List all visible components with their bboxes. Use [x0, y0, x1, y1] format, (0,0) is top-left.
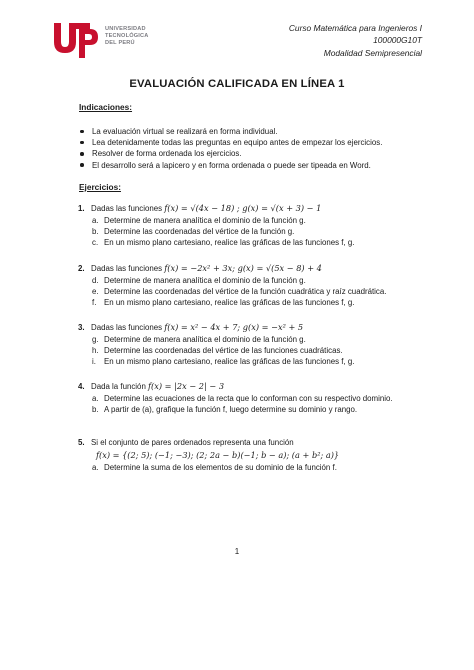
exercise-subitem: f. En un mismo plano cartesiano, realice las gráficas de las funciones f, g.: [92, 298, 355, 308]
exercise-subitem: a. Determine las ecuaciones de la recta que lo conforman con su respectivo dominio.: [92, 394, 393, 403]
logo-wordmark: [105, 26, 205, 46]
exercise-stem: [78, 262, 428, 275]
exercise-subitem: h. Determine las coordenadas del vértice de las funciones cuadráticas.: [92, 346, 343, 356]
exercise-subitem: e. Determine las coordenadas del vértice de la función cuadrática y raíz cuadrática.: [92, 287, 387, 297]
exercise-formula: f(x) = |2x − 2| − 3: [148, 381, 225, 391]
exercise-subitem: g. Determine de manera analítica el dominio de la función g.: [92, 335, 306, 344]
exercise-3: [78, 321, 428, 367]
exercise-formula: f(x) = −2x² + 3x; g(x) = √(5x − 8) + 4: [164, 263, 322, 273]
exercise-text: Dada la función: [91, 382, 149, 391]
instruction-item: Lea detenidamente todas las preguntas en equipo antes de empezar los ejercicios.: [78, 137, 382, 148]
exercise-subitem: d. Determine de manera analítica el dominio de la función g.: [92, 276, 306, 285]
course-modality: Modalidad Semipresencial: [323, 47, 422, 58]
ordered-pairs-set: f(x) = {(2; 5); (−1; −3); (2; 2a − b)(−1; b − a); (a + b²; a)}: [96, 450, 340, 460]
exercise-subitem: a. Determine la suma de los elementos de su dominio de la función f.: [92, 463, 337, 472]
course-name: Curso Matemática para Ingenieros I: [288, 23, 422, 33]
exercise-5: [78, 436, 428, 473]
exercise-stem: [78, 380, 428, 393]
instructions-heading: Indicaciones:: [79, 102, 133, 112]
exercise-number: 1.: [78, 204, 85, 213]
document-title: EVALUACIÓN CALIFICADA EN LÍNEA 1: [129, 78, 345, 90]
course-info: [289, 22, 422, 59]
exercise-subitem: i. En un mismo plano cartesiano, realice las gráficas de las funciones f, g.: [92, 357, 355, 367]
logo-line: UNIVERSIDAD: [105, 26, 146, 32]
instruction-item: La evaluación virtual se realizará en forma individual.: [78, 126, 382, 137]
exercise-formula: f(x) = x² − 4x + 7; g(x) = −x² + 5: [164, 322, 304, 332]
exercise-stem: [78, 202, 428, 215]
exercise-2: [78, 262, 428, 308]
bullet-icon: [80, 130, 84, 134]
exercise-stem: [78, 321, 428, 334]
instructions-list: [78, 126, 382, 171]
exercise-number: 5.: [78, 438, 85, 447]
bullet-icon: [80, 152, 84, 156]
logo-line: TECNOLÓGICA: [105, 32, 149, 39]
exercise-4: [78, 380, 428, 415]
university-logo: [52, 20, 202, 60]
exercises-heading: Ejercicios:: [79, 182, 121, 192]
exercise-subitem: c. En un mismo plano cartesiano, realice las gráficas de las funciones f, g.: [92, 238, 355, 248]
exercise-text: Si el conjunto de pares ordenados representa una función: [91, 438, 294, 447]
exercise-subitem: a. Determine de manera analítica el dominio de la función g.: [92, 216, 306, 225]
exercise-subitem: b. Determine las coordenadas del vértice de la función g.: [92, 227, 295, 237]
instruction-item: Resolver de forma ordenada los ejercicios.: [78, 148, 382, 159]
page-number: 1: [234, 547, 240, 556]
exercise-text: Dadas las funciones: [91, 204, 165, 213]
exercise-number: 3.: [78, 323, 85, 332]
exercise-subitem: b. A partir de (a), grafique la función f, luego determine su dominio y rango.: [92, 405, 358, 415]
exercise-formula: f(x) = √(4x − 18) ; g(x) = √(x + 3) − 1: [164, 203, 322, 213]
utp-logo-icon: [52, 20, 100, 60]
exercise-1: [78, 202, 428, 248]
bullet-icon: [80, 163, 84, 167]
exercise-number: 2.: [78, 264, 85, 273]
bullet-icon: [80, 141, 84, 145]
exercise-number: 4.: [78, 382, 85, 391]
exercise-text: Dadas las funciones: [91, 323, 165, 332]
instruction-item: El desarrollo será a lapicero y en forma ordenada o puede ser tipeada en Word.: [78, 160, 382, 171]
logo-line: DEL PERÚ: [105, 39, 135, 46]
exercise-stem: [78, 436, 428, 449]
course-code: 100000G10T: [373, 35, 422, 46]
exercise-text: Dadas las funciones: [91, 264, 165, 273]
